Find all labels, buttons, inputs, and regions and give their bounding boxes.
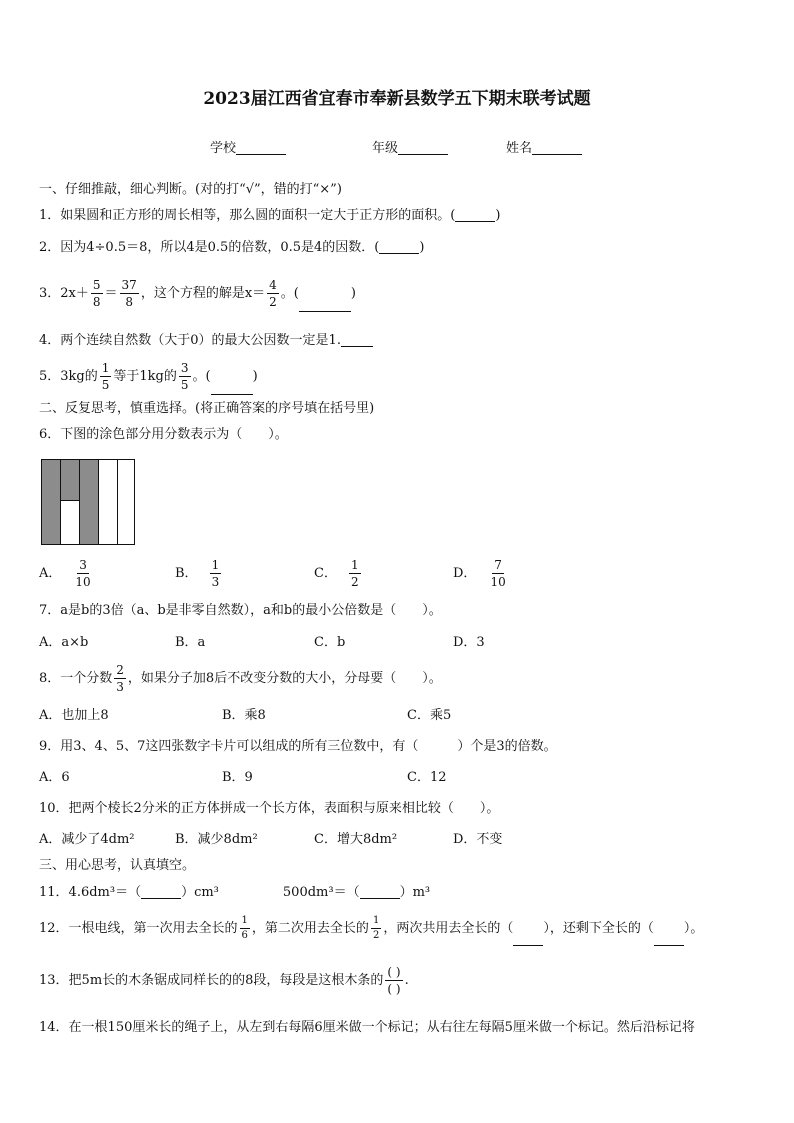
question-13-part-b: . xyxy=(404,973,409,988)
q10-option-c[interactable]: C．增大8dm² xyxy=(314,832,398,847)
denominator: 3 xyxy=(211,575,220,589)
fraction-2-3 xyxy=(114,664,126,693)
denominator: ( ) xyxy=(387,982,401,996)
answer-blank-1[interactable] xyxy=(455,209,495,222)
option-letter: C． xyxy=(314,566,337,581)
q8-option-a[interactable]: A．也加上8 xyxy=(39,708,109,723)
question-13-part-a: 13．把5m长的木条锯成同样长的的8段，每段是这根木条的 xyxy=(39,973,384,988)
question-5-part-b: 等于1kg的 xyxy=(113,369,177,384)
denominator: 5 xyxy=(101,378,110,392)
answer-blank-4[interactable] xyxy=(341,334,373,347)
fraction-3-5 xyxy=(179,362,191,391)
question-11-part-d: ）m³ xyxy=(399,885,431,900)
question-6: 6．下图的涂色部分用分数表示为（ ）。 xyxy=(39,427,288,442)
section-3-heading: 三、用心思考，认真填空。 xyxy=(39,858,196,873)
grade-field xyxy=(372,142,448,155)
school-label: 学校 xyxy=(210,141,237,156)
question-3: 3．2x＋ $\frac{5}{8}$ ＝ $\frac{37}{8}$ ，这个方程的解是x＝ $\frac{4}{2}$ 。( ) xyxy=(39,276,356,312)
denominator: 3 xyxy=(116,680,124,694)
numerator: 7 xyxy=(494,558,502,572)
answer-blank-11b[interactable] xyxy=(360,886,400,899)
numerator: 37 xyxy=(121,278,137,292)
q6-option-c[interactable] xyxy=(314,556,363,592)
grade-blank[interactable] xyxy=(398,142,448,155)
question-2-text: 2．因为4÷0.5＝8，所以4是0.5的倍数，0.5是4的因数．( xyxy=(39,240,380,255)
shaded-column-3 xyxy=(80,460,99,544)
denominator: 10 xyxy=(75,575,91,589)
question-5-part-c: 。( xyxy=(192,369,211,384)
numerator: 2 xyxy=(116,663,124,677)
grade-label: 年级 xyxy=(372,141,399,156)
question-12-part-d: ），还剩下全长的（ xyxy=(543,921,654,936)
question-7: 7．a是b的3倍（a、b是非零自然数），a和b的最小公倍数是（ ）。 xyxy=(39,603,442,618)
question-11-part-b: ）cm³ xyxy=(181,885,219,900)
option-fraction xyxy=(349,559,361,588)
q9-option-b[interactable]: B．9 xyxy=(222,770,253,785)
numerator: ( ) xyxy=(387,965,401,979)
denominator: 10 xyxy=(490,575,506,589)
question-11-part-a: 11．4.6dm³＝（ xyxy=(39,885,142,900)
question-5-part-a: 5．3kg的 xyxy=(39,369,98,384)
blank-column-4 xyxy=(99,460,118,544)
question-12 xyxy=(39,912,703,946)
question-9: 9．用3、4、5、7这四张数字卡片可以组成的所有三位数中，有（ ）个是3的倍数。 xyxy=(39,739,557,754)
section-2-heading: 二、反复思考，慎重选择。(将正确答案的序号填在括号里) xyxy=(39,401,375,416)
question-1: 1．如果圆和正方形的周长相等，那么圆的面积一定大于正方形的面积。( ) xyxy=(39,208,501,223)
answer-blank-2[interactable] xyxy=(379,241,419,254)
question-13 xyxy=(39,961,409,1001)
numerator: 1 xyxy=(350,558,359,572)
numerator: 1 xyxy=(371,916,381,929)
option-fraction xyxy=(488,559,507,588)
question-8-part-a: 8．一个分数 xyxy=(39,671,113,686)
question-11 xyxy=(39,886,430,899)
option-fraction xyxy=(73,559,92,588)
question-3-part-a: 3．2x＋ xyxy=(39,286,89,301)
answer-blank-11a[interactable] xyxy=(141,886,181,899)
question-4-text: 4．两个连续自然数（大于0）的最大公因数一定是1. xyxy=(39,333,341,348)
numerator: 1 xyxy=(211,558,220,572)
denominator: 8 xyxy=(125,295,133,309)
q7-option-c[interactable]: C．b xyxy=(314,635,346,650)
numerator: 5 xyxy=(92,278,101,292)
question-5: 5．3kg的 $\frac{1}{5}$ 等于1kg的 $\frac{3}{5}$ 。( ) xyxy=(39,359,258,395)
q6-option-a[interactable] xyxy=(39,556,95,592)
q8-option-c[interactable]: C．乘5 xyxy=(407,708,452,723)
question-14: 14．在一根150厘米长的绳子上，从左到右每隔6厘米做一个标记；从右往左每隔5厘米做一个标记。然后沿标记将 xyxy=(39,1020,695,1035)
q9-option-a[interactable]: A．6 xyxy=(39,770,70,785)
answer-blank-12a[interactable] xyxy=(513,933,543,946)
question-8 xyxy=(39,661,442,697)
question-1-text: 1．如果圆和正方形的周长相等，那么圆的面积一定大于正方形的面积。( xyxy=(39,208,456,223)
fraction-1-6 xyxy=(240,916,250,941)
fraction-1-2 xyxy=(371,916,381,941)
q10-option-b[interactable]: B．减少8dm² xyxy=(175,832,258,847)
question-3-part-b: ，这个方程的解是x＝ xyxy=(140,286,266,301)
denominator: 2 xyxy=(372,930,380,941)
partially-shaded-column-2 xyxy=(61,460,80,544)
denominator: 2 xyxy=(350,575,359,589)
question-2: 2．因为4÷0.5＝8，所以4是0.5的倍数，0.5是4的因数．( ) xyxy=(39,240,425,255)
q10-option-d[interactable]: D．不变 xyxy=(453,832,503,847)
shaded-rectangle-figure xyxy=(41,459,135,545)
page-title: 2023届江西省宜春市奉新县数学五下期末联考试题 xyxy=(203,89,591,109)
name-label: 姓名 xyxy=(506,141,533,156)
school-field xyxy=(210,142,286,155)
answer-blank-3[interactable] xyxy=(299,299,351,312)
answer-blank-12b[interactable] xyxy=(654,933,684,946)
q6-option-d[interactable] xyxy=(453,556,510,592)
question-12-part-a: 12．一根电线，第一次用去全长的 xyxy=(39,921,238,936)
q7-option-a[interactable]: A．a×b xyxy=(39,635,89,650)
question-10: 10．把两个棱长2分米的正方体拼成一个长方体，表面积与原来相比较（ ）。 xyxy=(39,801,500,816)
numerator: 4 xyxy=(269,278,277,292)
q9-option-c[interactable]: C．12 xyxy=(407,770,447,785)
q10-option-a[interactable]: A．减少了4dm² xyxy=(39,832,135,847)
equals-sign: ＝ xyxy=(104,286,118,301)
fraction-4-2 xyxy=(267,279,279,308)
question-12-part-b: ，第二次用去全长的 xyxy=(251,921,369,936)
option-letter: A． xyxy=(39,566,62,581)
option-letter: B． xyxy=(175,566,198,581)
question-12-part-e: ）。 xyxy=(683,921,704,936)
numerator: 1 xyxy=(101,361,110,375)
q6-option-b[interactable] xyxy=(175,556,223,592)
shaded-column-1 xyxy=(42,460,61,544)
denominator: 6 xyxy=(241,930,248,941)
question-4 xyxy=(39,334,373,347)
numerator: 1 xyxy=(240,916,250,929)
q7-option-d[interactable]: D．3 xyxy=(453,635,485,650)
fraction-5-8 xyxy=(91,279,103,308)
school-blank[interactable] xyxy=(236,142,286,155)
option-letter: D． xyxy=(453,566,477,581)
name-blank[interactable] xyxy=(532,142,582,155)
q7-option-b[interactable]: B．a xyxy=(175,635,206,650)
fraction-37-8 xyxy=(120,279,139,308)
numerator: 3 xyxy=(180,361,189,375)
section-1-heading: 一、仔细推敲，细心判断。(对的打“√”，错的打“×”) xyxy=(39,182,342,197)
numerator: 3 xyxy=(79,558,87,572)
question-11-part-c: 500dm³＝（ xyxy=(282,885,360,900)
option-fraction xyxy=(210,559,222,588)
fraction-1-5 xyxy=(100,362,112,391)
question-3-part-c: 。( xyxy=(280,286,299,301)
q8-option-b[interactable]: B．乘8 xyxy=(222,708,266,723)
name-field xyxy=(506,142,582,155)
blank-fraction[interactable] xyxy=(385,966,402,995)
answer-blank-5[interactable] xyxy=(211,382,253,395)
question-12-part-c: ，两次共用去全长的（ xyxy=(383,921,514,936)
denominator: 2 xyxy=(269,295,277,309)
question-8-part-b: ，如果分子加8后不改变分数的大小，分母要（ ）。 xyxy=(127,671,442,686)
denominator: 8 xyxy=(92,295,101,309)
denominator: 5 xyxy=(180,378,189,392)
blank-column-5 xyxy=(118,460,134,544)
